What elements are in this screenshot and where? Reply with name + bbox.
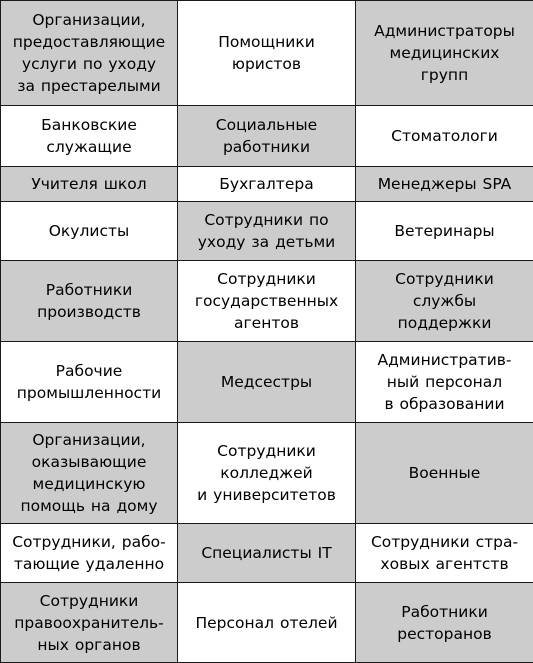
- cell-text: Учителя школ: [7, 173, 171, 195]
- cell-text: Сотрудники государственных агентов: [184, 268, 349, 334]
- cell-text: Военные: [362, 462, 527, 484]
- table-row: [1, 106, 533, 167]
- table-row: [1, 583, 533, 663]
- cell-text: Ветеринары: [362, 220, 527, 242]
- table-cell: [178, 261, 356, 342]
- cell-text: Персонал отелей: [184, 612, 349, 634]
- table-cell: [1, 342, 178, 423]
- cell-text: Сотрудники правоохранитель- ных органов: [7, 590, 171, 656]
- table-cell: [1, 167, 178, 202]
- cell-text: Сотрудники стра- ховых агентств: [362, 531, 527, 575]
- table-cell: [356, 1, 533, 106]
- table-row: [1, 524, 533, 583]
- table-row: [1, 423, 533, 524]
- table-cell: [178, 423, 356, 524]
- cell-text: Специалисты IT: [184, 542, 349, 564]
- table-cell: [356, 261, 533, 342]
- cell-text: Рабочие промышленности: [7, 360, 171, 404]
- cell-text: Медсестры: [184, 371, 349, 393]
- cell-text: Организации, предоставляющие услуги по уходу за престарелыми: [7, 9, 171, 97]
- cell-text: Бухгалтера: [184, 173, 349, 195]
- table-row: [1, 1, 533, 106]
- table-cell: [178, 583, 356, 663]
- cell-text: Сотрудники по уходу за детьми: [184, 209, 349, 253]
- table-cell: [178, 202, 356, 261]
- table-cell: [356, 106, 533, 167]
- table-cell: [356, 202, 533, 261]
- cell-text: Работники ресторанов: [362, 601, 527, 645]
- cell-text: Банковские служащие: [7, 114, 171, 158]
- table-cell: [1, 106, 178, 167]
- cell-text: Сотрудники службы поддержки: [362, 268, 527, 334]
- table-row: [1, 202, 533, 261]
- cell-text: Работники производств: [7, 279, 171, 323]
- table-cell: [178, 342, 356, 423]
- table-cell: [356, 342, 533, 423]
- table-cell: [1, 423, 178, 524]
- table-cell: [1, 202, 178, 261]
- table-row: [1, 342, 533, 423]
- table-cell: [178, 167, 356, 202]
- table-cell: [178, 106, 356, 167]
- table-cell: [356, 583, 533, 663]
- table-cell: [356, 167, 533, 202]
- cell-text: Сотрудники колледжей и университетов: [184, 440, 349, 506]
- cell-text: Помощники юристов: [184, 31, 349, 75]
- table-cell: [356, 524, 533, 583]
- cell-text: Сотрудники, рабо- тающие удаленно: [7, 531, 171, 575]
- table-body: [1, 1, 533, 663]
- table-row: [1, 261, 533, 342]
- table-cell: [1, 524, 178, 583]
- cell-text: Стоматологи: [362, 125, 527, 147]
- cell-text: Окулисты: [7, 220, 171, 242]
- cell-text: Административ- ный персонал в образовании: [362, 349, 527, 415]
- table-cell: [178, 524, 356, 583]
- table-row: [1, 167, 533, 202]
- table-cell: [1, 583, 178, 663]
- cell-text: Социальные работники: [184, 114, 349, 158]
- table-cell: [1, 261, 178, 342]
- table-cell: [1, 1, 178, 106]
- table-cell: [356, 423, 533, 524]
- cell-text: Администраторы медицинских групп: [362, 20, 527, 86]
- table-cell: [178, 1, 356, 106]
- cell-text: Организации, оказывающие медицинскую помощь на дому: [7, 429, 171, 517]
- cell-text: Менеджеры SPA: [362, 173, 527, 195]
